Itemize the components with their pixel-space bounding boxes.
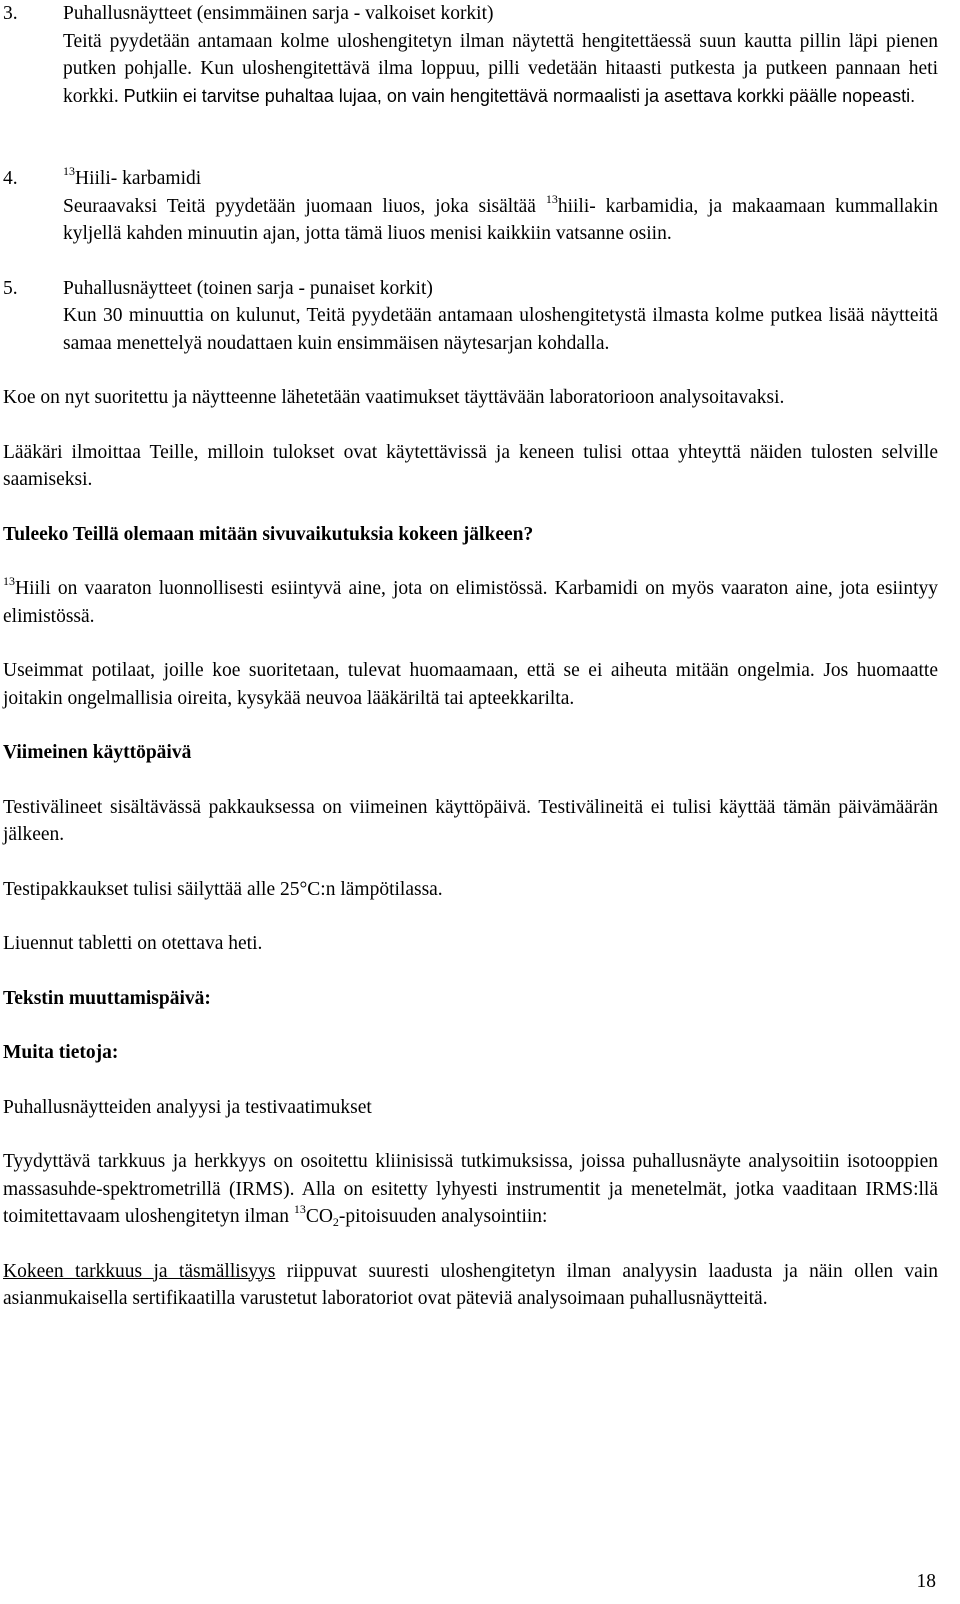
heading-other-info: Muita tietoja: [3, 1042, 119, 1063]
step-3 [3, 0, 938, 110]
paragraph-irms [3, 1148, 938, 1231]
paragraph-accuracy [3, 1258, 938, 1313]
step-5 [3, 275, 938, 358]
page-number: 18 [916, 1571, 936, 1592]
paragraph-tablet: Liuennut tabletti on otettava heti. [3, 933, 263, 954]
paragraph-lab: Koe on nyt suoritettu ja näytteenne lähetetään vaatimukset täyttävään laboratorioon analysoitavaksi. [3, 387, 785, 408]
step-4 [3, 165, 938, 248]
heading-expiry: Viimeinen käyttöpäivä [3, 742, 192, 763]
step-number: 5. [3, 277, 18, 299]
step-body [63, 193, 938, 248]
step-body-note: Putkiin ei tarvitse puhaltaa lujaa, on vain hengitettävä normaalisti ja asettava korkki päälle nopeasti. [123, 85, 916, 106]
isotope-superscript: 13 [293, 1202, 306, 1216]
paragraph-irms-text: Tyydyttävä tarkkuus ja herkkyys on osoitettu kliinisissä tutkimuksissa, joissa puhallusnäyte analysoitiin isotooppien massasuhde-spektrometrillä (IRMS). Alla on esitetty lyhyesti instrumentit ja menetelmät, jotka vaaditaan IRMS:llä toimitettavaam uloshengitetyn ilman [3, 1151, 938, 1227]
step-title: Puhallusnäytteet (ensimmäinen sarja - valkoiset korkit) [63, 3, 494, 24]
step-body-text: hiili- karbamidia, ja makaamaan kummallakin kyljellä kahden minuutin ajan, jotta tämä liuos menisi kaikkiin vatsanne osiin. [63, 195, 938, 244]
paragraph-expiry: Testivälineet sisältävässä pakkauksessa on viimeinen käyttöpäivä. Testivälineitä ei tulisi käyttää tämän päivämäärän jälkeen. [3, 796, 938, 845]
paragraph-patients: Useimmat potilaat, joille koe suoritetaan, tulevat huomaamaan, että se ei aiheuta mitään ongelmia. Jos huomaatte joitakin ongelmallisia oireita, kysykää neuvoa lääkäriltä tai apteekkarilta. [3, 660, 938, 709]
paragraph-irms-text: -pitoisuuden analysointiin: [338, 1206, 548, 1227]
step-body-text: Teitä pyydetään antamaan kolme uloshengitetyn ilman näytettä hengitettäessä suun kautta pillin läpi pienen putken pohjalle. Kun uloshengitettävä ilma loppuu, pilli vedetään hitaasti putkesta ja putkeen pannaan heti korkki. [63, 30, 938, 107]
heading-side-effects: Tuleeko Teillä olemaan mitään sivuvaikutuksia kokeen jälkeen? [3, 523, 534, 545]
step-title-text: Hiili- karbamidi [75, 168, 202, 189]
step-body-text: Seuraavaksi Teitä pyydetään juomaan liuos, joka sisältää [63, 195, 546, 217]
step-body: Kun 30 minuuttia on kulunut, Teitä pyydetään antamaan uloshengitetystä ilmasta kolme putkea lisää näytteitä samaa menettelyä noudattaen kuin ensimmäisen näytesarjan kohdalla. [63, 305, 938, 354]
paragraph-storage: Testipakkaukset tulisi säilyttää alle 25°C:n lämpötilassa. [3, 878, 443, 900]
co2-formula: CO [305, 1206, 333, 1227]
step-body [63, 28, 938, 111]
document-page [3, 0, 938, 1313]
isotope-superscript: 13 [545, 191, 558, 206]
step-title [63, 165, 938, 193]
heading-revision-date: Tekstin muuttamispäivä: [3, 987, 211, 1009]
isotope-superscript: 13 [3, 574, 15, 588]
paragraph-accuracy-text: riippuvat suuresti uloshengitetyn ilman analyysin laadusta ja näin ollen vain asianmukaisella sertifikaatilla varustetut laboratoriot ovat päteviä analysoimaan puhallusnäytteitä. [3, 1260, 938, 1309]
step-number: 3. [3, 3, 18, 24]
subscript-2: 2 [332, 1215, 339, 1229]
isotope-superscript: 13 [63, 164, 75, 178]
step-number: 4. [3, 168, 18, 189]
paragraph-analysis-title: Puhallusnäytteiden analyysi ja testivaatimukset [3, 1096, 372, 1118]
paragraph-doctor: Lääkäri ilmoittaa Teille, milloin tulokset ovat käytettävissä ja keneen tulisi ottaa yhteyttä näiden tulosten selville saamiseksi. [3, 441, 938, 490]
paragraph-carbon-text: Hiili on vaaraton luonnollisesti esiintyvä aine, jota on elimistössä. Karbamidi on myös vaaraton aine, jota esiintyy elimistössä. [3, 578, 938, 627]
step-title: Puhallusnäytteet (toinen sarja - punaiset korkit) [63, 277, 433, 299]
underlined-phrase: Kokeen tarkkuus ja täsmällisyys [3, 1260, 276, 1282]
paragraph-carbon [3, 575, 938, 630]
